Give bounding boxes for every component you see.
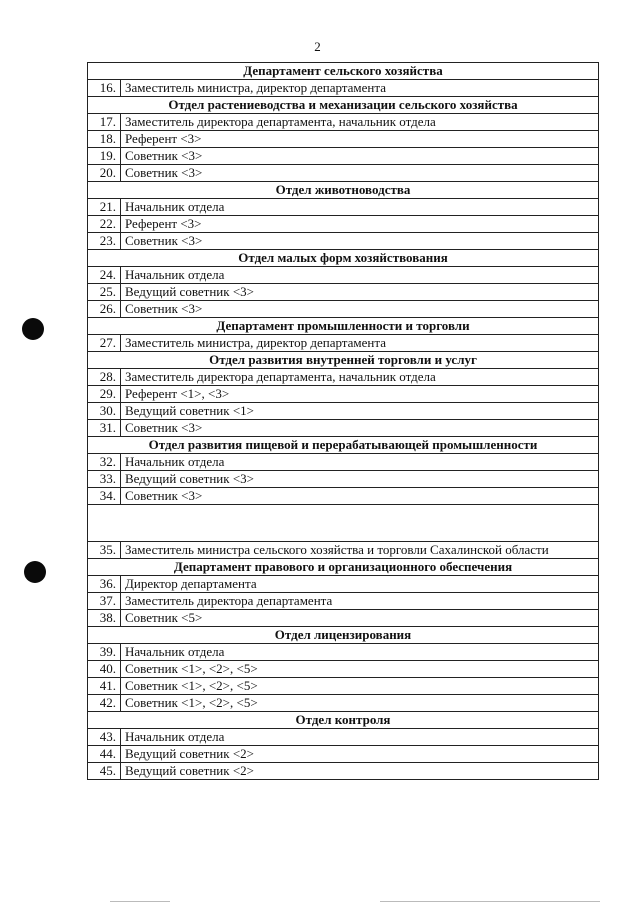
position-title: Ведущий советник <3> — [121, 471, 599, 488]
table-row — [88, 148, 599, 165]
table-row — [88, 267, 599, 284]
table-row — [88, 131, 599, 148]
position-title: Заместитель министра сельского хозяйства и торговли Сахалинской области — [121, 542, 599, 559]
table-row — [88, 661, 599, 678]
section-title: Департамент сельского хозяйства — [88, 63, 599, 80]
table-row — [88, 454, 599, 471]
position-title: Заместитель директора департамента, начальник отдела — [121, 369, 599, 386]
row-number: 17. — [88, 114, 121, 131]
position-title: Советник <5> — [121, 610, 599, 627]
row-number: 33. — [88, 471, 121, 488]
row-number: 40. — [88, 661, 121, 678]
position-title: Советник <3> — [121, 301, 599, 318]
row-number: 42. — [88, 695, 121, 712]
position-title: Референт <3> — [121, 216, 599, 233]
table-row — [88, 542, 599, 559]
table-row — [88, 576, 599, 593]
table-row — [88, 610, 599, 627]
section-header-row — [88, 712, 599, 729]
section-title: Отдел развития пищевой и перерабатывающей промышленности — [88, 437, 599, 454]
position-title: Референт <3> — [121, 131, 599, 148]
table-row — [88, 593, 599, 610]
table-row — [88, 233, 599, 250]
table-row — [88, 403, 599, 420]
position-title: Советник <3> — [121, 488, 599, 505]
position-title: Советник <3> — [121, 420, 599, 437]
blank-cell — [88, 505, 599, 542]
row-number: 27. — [88, 335, 121, 352]
section-title: Департамент промышленности и торговли — [88, 318, 599, 335]
section-header-row — [88, 250, 599, 267]
section-title: Отдел животноводства — [88, 182, 599, 199]
row-number: 25. — [88, 284, 121, 301]
row-number: 31. — [88, 420, 121, 437]
table-row — [88, 165, 599, 182]
position-title: Советник <3> — [121, 148, 599, 165]
row-number: 43. — [88, 729, 121, 746]
table-row — [88, 695, 599, 712]
table-row — [88, 369, 599, 386]
row-number: 18. — [88, 131, 121, 148]
table-row — [88, 763, 599, 780]
staff-positions-table — [87, 62, 599, 780]
row-number: 29. — [88, 386, 121, 403]
section-title: Департамент правового и организационного обеспечения — [88, 559, 599, 576]
table-row — [88, 284, 599, 301]
scan-artifact-line — [380, 901, 600, 902]
section-title: Отдел развития внутренней торговли и услуг — [88, 352, 599, 369]
punch-hole-mark — [24, 561, 46, 583]
table-row — [88, 420, 599, 437]
position-title: Начальник отдела — [121, 729, 599, 746]
section-title: Отдел растениеводства и механизации сельского хозяйства — [88, 97, 599, 114]
table-row — [88, 746, 599, 763]
position-title: Ведущий советник <3> — [121, 284, 599, 301]
position-title: Советник <1>, <2>, <5> — [121, 678, 599, 695]
row-number: 16. — [88, 80, 121, 97]
position-title: Заместитель директора департамента, начальник отдела — [121, 114, 599, 131]
section-header-row — [88, 437, 599, 454]
row-number: 37. — [88, 593, 121, 610]
position-title: Начальник отдела — [121, 267, 599, 284]
position-title: Ведущий советник <2> — [121, 746, 599, 763]
row-number: 41. — [88, 678, 121, 695]
position-title: Начальник отдела — [121, 199, 599, 216]
section-header-row — [88, 318, 599, 335]
row-number: 21. — [88, 199, 121, 216]
position-title: Референт <1>, <3> — [121, 386, 599, 403]
table-row — [88, 114, 599, 131]
section-header-row — [88, 97, 599, 114]
position-title: Директор департамента — [121, 576, 599, 593]
table-row — [88, 471, 599, 488]
row-number: 24. — [88, 267, 121, 284]
position-title: Заместитель министра, директор департамента — [121, 335, 599, 352]
row-number: 20. — [88, 165, 121, 182]
table-row — [88, 335, 599, 352]
row-number: 19. — [88, 148, 121, 165]
section-header-row — [88, 627, 599, 644]
section-header-row — [88, 352, 599, 369]
row-number: 22. — [88, 216, 121, 233]
position-title: Заместитель директора департамента — [121, 593, 599, 610]
position-title: Советник <1>, <2>, <5> — [121, 695, 599, 712]
table-row — [88, 644, 599, 661]
table-row — [88, 301, 599, 318]
table-row — [88, 488, 599, 505]
position-title: Начальник отдела — [121, 454, 599, 471]
section-header-row — [88, 559, 599, 576]
table-row — [88, 678, 599, 695]
position-title: Советник <3> — [121, 233, 599, 250]
table-body — [88, 63, 599, 780]
table-row — [88, 729, 599, 746]
section-header-row — [88, 63, 599, 80]
position-title: Советник <1>, <2>, <5> — [121, 661, 599, 678]
row-number: 44. — [88, 746, 121, 763]
section-title: Отдел лицензирования — [88, 627, 599, 644]
section-title: Отдел малых форм хозяйствования — [88, 250, 599, 267]
table-row — [88, 80, 599, 97]
table-row — [88, 216, 599, 233]
table-row — [88, 386, 599, 403]
position-title: Заместитель министра, директор департамента — [121, 80, 599, 97]
position-title: Ведущий советник <2> — [121, 763, 599, 780]
position-title: Начальник отдела — [121, 644, 599, 661]
row-number: 32. — [88, 454, 121, 471]
row-number: 30. — [88, 403, 121, 420]
position-title: Ведущий советник <1> — [121, 403, 599, 420]
blank-row — [88, 505, 599, 542]
row-number: 23. — [88, 233, 121, 250]
section-title: Отдел контроля — [88, 712, 599, 729]
row-number: 38. — [88, 610, 121, 627]
row-number: 39. — [88, 644, 121, 661]
row-number: 26. — [88, 301, 121, 318]
row-number: 35. — [88, 542, 121, 559]
table-row — [88, 199, 599, 216]
row-number: 45. — [88, 763, 121, 780]
row-number: 36. — [88, 576, 121, 593]
page-number: 2 — [314, 39, 321, 54]
position-title: Советник <3> — [121, 165, 599, 182]
row-number: 28. — [88, 369, 121, 386]
section-header-row — [88, 182, 599, 199]
row-number: 34. — [88, 488, 121, 505]
punch-hole-mark — [22, 318, 44, 340]
scan-artifact-line — [110, 901, 170, 902]
